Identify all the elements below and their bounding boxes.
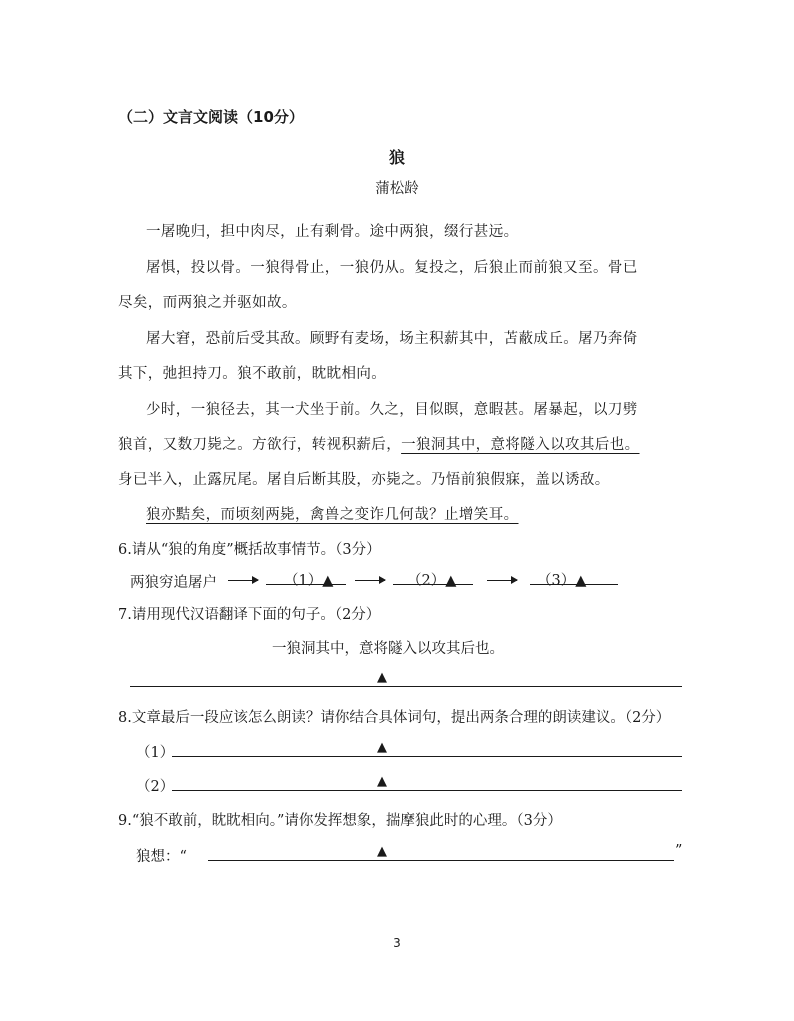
paragraph-2-line-1: 屠惧，投以骨。一狼得骨止，一狼仍从。复投之，后狼止而前狼又至。骨已: [146, 260, 638, 276]
q8-item-2-line[interactable]: [172, 790, 682, 791]
q6-blank-3-label: （3）▲: [537, 573, 587, 589]
q6-blank-3-line[interactable]: [530, 584, 618, 585]
q9-answer-line[interactable]: [208, 860, 674, 861]
question-8-prompt: 8.文章最后一段应该怎么朗读？请你结合具体词句，提出两条合理的朗读建议。（2分）: [118, 710, 671, 726]
q6-blank-2-label: （2）▲: [407, 573, 457, 589]
page-number: 3: [393, 936, 401, 950]
paragraph-1: 一屠晚归，担中肉尽，止有剩骨。途中两狼，缀行甚远。: [146, 224, 519, 240]
q8-item-1-marker: ▲: [377, 740, 387, 755]
q6-arrow-3: [487, 580, 517, 581]
paragraph-3-line-1: 屠大窘，恐前后受其敌。顾野有麦场，场主积薪其中，苫蔽成丘。屠乃奔倚: [146, 331, 638, 347]
q6-arrow-2: [355, 580, 385, 581]
q9-answer-marker: ▲: [377, 844, 387, 859]
paragraph-4-line-1: 少时，一狼径去，其一犬坐于前。久之，目似瞑，意暇甚。屠暴起，以刀劈: [146, 402, 638, 418]
q9-close-quote: ”: [675, 843, 683, 859]
question-7-prompt: 7.请用现代汉语翻译下面的句子。（2分）: [118, 607, 381, 623]
paragraph-4-plain-text: 狼首，又数刀毙之。方欲行，转视积薪后，: [118, 437, 402, 453]
paragraph-5-underlined: 狼亦黠矣，而顷刻两毙，禽兽之变诈几何哉？止增笑耳。: [146, 507, 519, 523]
passage-title: 狼: [388, 148, 405, 167]
underlined-sentence: 一狼洞其中，意将隧入以攻其后也。: [401, 437, 640, 453]
paragraph-4-line-3: 身已半入，止露尻尾。屠自后断其股，亦毙之。乃悟前狼假寐，盖以诱敌。: [118, 472, 610, 488]
q8-item-2-marker: ▲: [377, 774, 387, 789]
paragraph-4-line-2: [118, 433, 640, 454]
q6-blank-1-label: （1）▲: [284, 573, 334, 589]
question-6-prompt: 6.请从“狼的角度”概括故事情节。（3分）: [118, 542, 381, 558]
q6-start-text: 两狼穷追屠户: [130, 575, 217, 591]
q8-item-1-label: （1）: [136, 745, 175, 761]
q9-lead-text: 狼想：“: [136, 849, 187, 865]
q7-answer-line[interactable]: [130, 686, 682, 687]
q6-blank-1-line[interactable]: [266, 584, 346, 585]
passage-author: 蒲松龄: [375, 181, 419, 197]
q6-blank-2-line[interactable]: [393, 584, 473, 585]
paragraph-3-line-2: 其下，弛担持刀。狼不敢前，眈眈相向。: [118, 366, 387, 382]
q8-item-1-line[interactable]: [172, 756, 682, 757]
q8-item-2-label: （2）: [136, 779, 175, 795]
q6-arrow-1: [228, 580, 258, 581]
section-heading: （二）文言文阅读（10分）: [118, 108, 304, 126]
q7-sentence: 一狼洞其中，意将隧入以攻其后也。: [272, 641, 504, 657]
q7-answer-marker: ▲: [377, 670, 387, 685]
paragraph-2-line-2: 尽矣，而两狼之并驱如故。: [118, 295, 297, 311]
question-9-prompt: 9.“狼不敢前，眈眈相向。”请你发挥想象，揣摩狼此时的心理。（3分）: [118, 813, 562, 829]
